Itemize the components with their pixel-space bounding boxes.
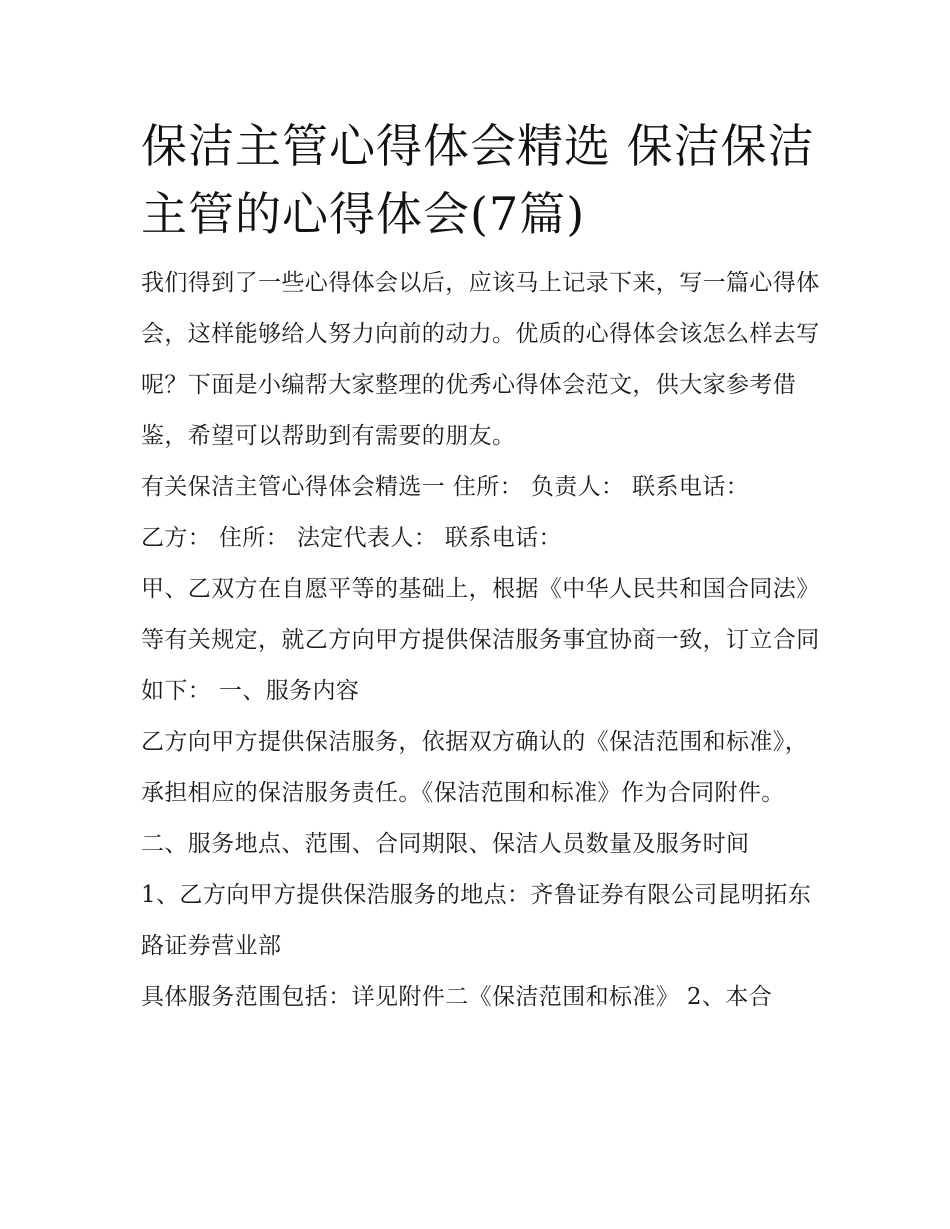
service-content: 乙方向甲方提供保洁服务，依据双方确认的《保洁范围和标准》，承担相应的保洁服务责任。《保洁范围和标准》作为合同附件。 [141, 729, 809, 806]
service-scope: 具体服务范围包括：详见附件二《保洁范围和标准》 2、本合 [141, 984, 773, 1010]
service-location: 1、乙方向甲方提供保浩服务的地点：齐鲁证券有限公司昆明拓东路证券营业部 [141, 882, 812, 959]
intro-paragraph: 我们得到了一些心得体会以后，应该马上记录下来，写一篇心得体会，这样能够给人努力向前的动力。优质的心得体会该怎么样去写呢？下面是小编帮大家整理的优秀心得体会范文，供大家参考借鉴，希望可以帮助到有需要的朋友。 [141, 270, 820, 449]
party-a-info: 有关保洁主管心得体会精选一 住所： 负责人： 联系电话： [141, 474, 750, 500]
party-b-info: 乙方： 住所： 法定代表人： 联系电话： [141, 525, 562, 551]
contract-preamble: 甲、乙双方在自愿平等的基础上，根据《中华人民共和国合同法》等有关规定，就乙方向甲方提供保洁服务事宜协商一致，订立合同如下： 一、服务内容 [141, 576, 820, 704]
document-title: 保洁主管心得体会精选 保洁保洁主管的心得体会(7篇) [141, 119, 815, 241]
document-body [141, 112, 821, 1023]
section-heading-2: 二、服务地点、范围、合同期限、保洁人员数量及服务时间 [141, 831, 750, 857]
